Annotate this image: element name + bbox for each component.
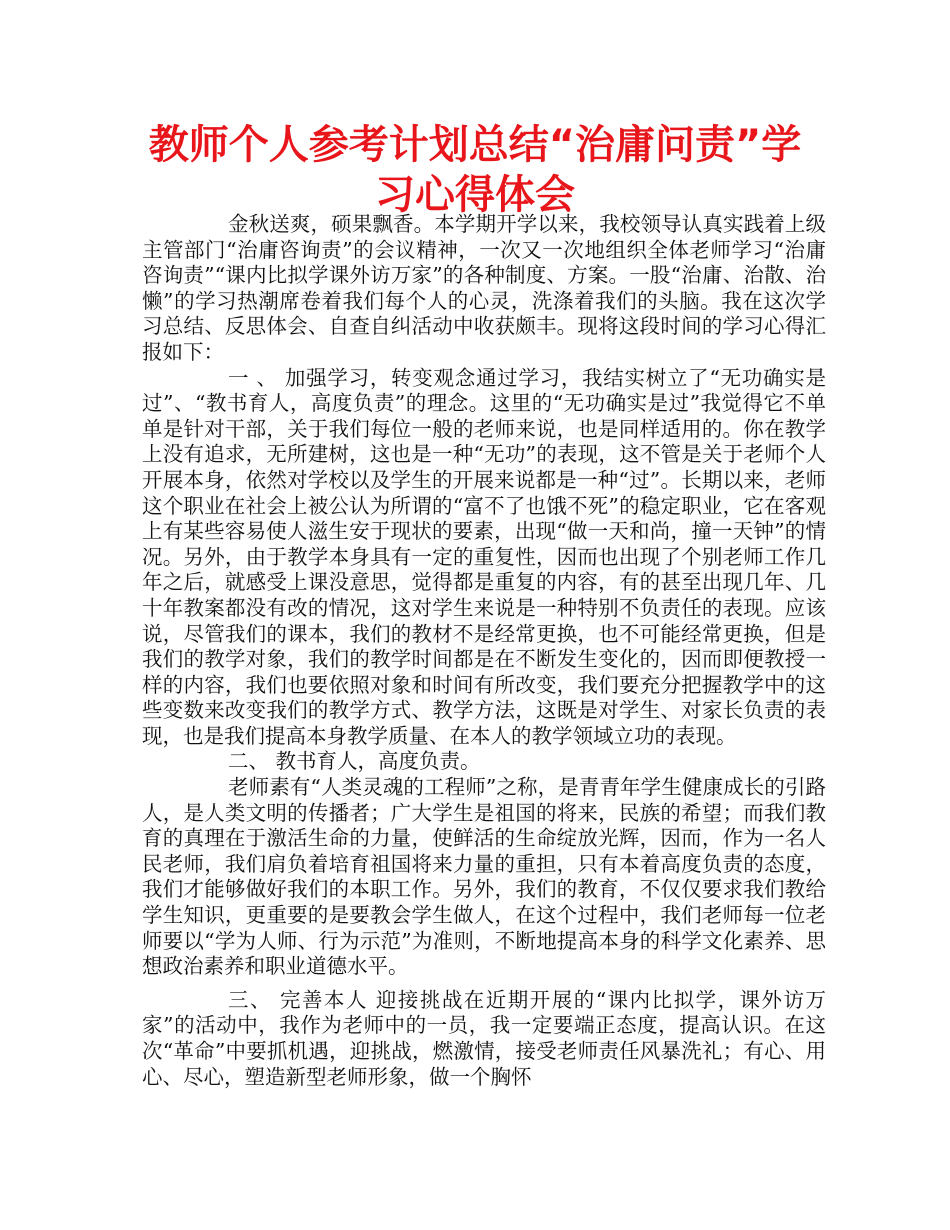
paragraph-section-1: 一 、 加强学习，转变观念通过学习，我结实树立了“无功确实是过”、“教书育人，高度负责”的理念。这里的“无功确实是过”我觉得它不单单是针对干部，关于我们每位一般的老师来说，也是同样适用的。你在教学上没有追求，无所建树，这也是一种“无功”的表现，这不管是关于老师个人开展本身，依然对学校以及学生的开展来说都是一种“过”。长期以来，老师这个职业在社会上被公认为所谓的“富不了也饿不死”的稳定职业，它在客观上有某些容易使人滋生安于现状的要素，出现“做一天和尚，撞一天钟”的情况。另外，由于教学本身具有一定的重复性，因而也出现了个别老师工作几年之后，就感受上课没意思，觉得都是重复的内容，有的甚至出现几年、几十年教案都没有改的情况，这对学生来说是一种特别不负责任的表现。应该说，尽管我们的课本，我们的教材不是经常更换，也不可能经常更换，但是我们的教学对象，我们的教学时间都是在不断发生变化的，因而即便教授一样的内容，我们也要依照对象和时间有所改变，我们要充分把握教学中的这些变数来改变我们的教学方式、教学方法，这既是对学生、对家长负责的表现，也是我们提高本身教学质量、在本人的教学领域立功的表现。 bbox=[142, 365, 826, 748]
paragraph-section-2: 老师素有“人类灵魂的工程师”之称，是青青年学生健康成长的引路人，是人类文明的传播者；广大学生是祖国的将来，民族的希望；而我们教育的真理在于激活生命的力量，使鲜活的生命绽放光辉，因而，作为一名人民老师，我们肩负着培育祖国将来力量的重担，只有本着高度负责的态度，我们才能够做好我们的本职工作。另外，我们的教育，不仅仅要求我们教给学生知识，更重要的是要教会学生做人，在这个过程中，我们老师每一位老师要以“学为人师、行为示范”为准则，不断地提高本身的科学文化素养、思想政治素养和职业道德水平。 bbox=[142, 775, 826, 979]
paragraph-section-3: 三、 完善本人 迎接挑战在近期开展的“课内比拟学，课外访万家”的活动中，我作为老师中的一员，我一定要端正态度，提高认识。在这次“革命”中要抓机遇，迎挑战，燃激情，接受老师责任风暴洗礼；有心、用心、尽心，塑造新型老师形象，做一个胸怀 bbox=[142, 987, 826, 1089]
document-body bbox=[142, 212, 826, 1090]
document-title: 教师个人参考计划总结“治庸问责”学习心得体会 bbox=[148, 122, 802, 218]
section-2-heading: 二、 教书育人，高度负责。 bbox=[228, 749, 481, 774]
paragraph-intro: 金秋送爽，硕果飘香。本学期开学以来，我校领导认真实践着上级主管部门“治庸咨询责”的会议精神，一次又一次地组织全体老师学习“治庸咨询责”“课内比拟学课外访万家”的各种制度、方案。一股“治庸、治散、治懒”的学习热潮席卷着我们每个人的心灵，洗涤着我们的头脑。我在这次学习总结、反思体会、自查自纠活动中收获颇丰。现将这段时间的学习心得汇报如下： bbox=[142, 212, 826, 364]
